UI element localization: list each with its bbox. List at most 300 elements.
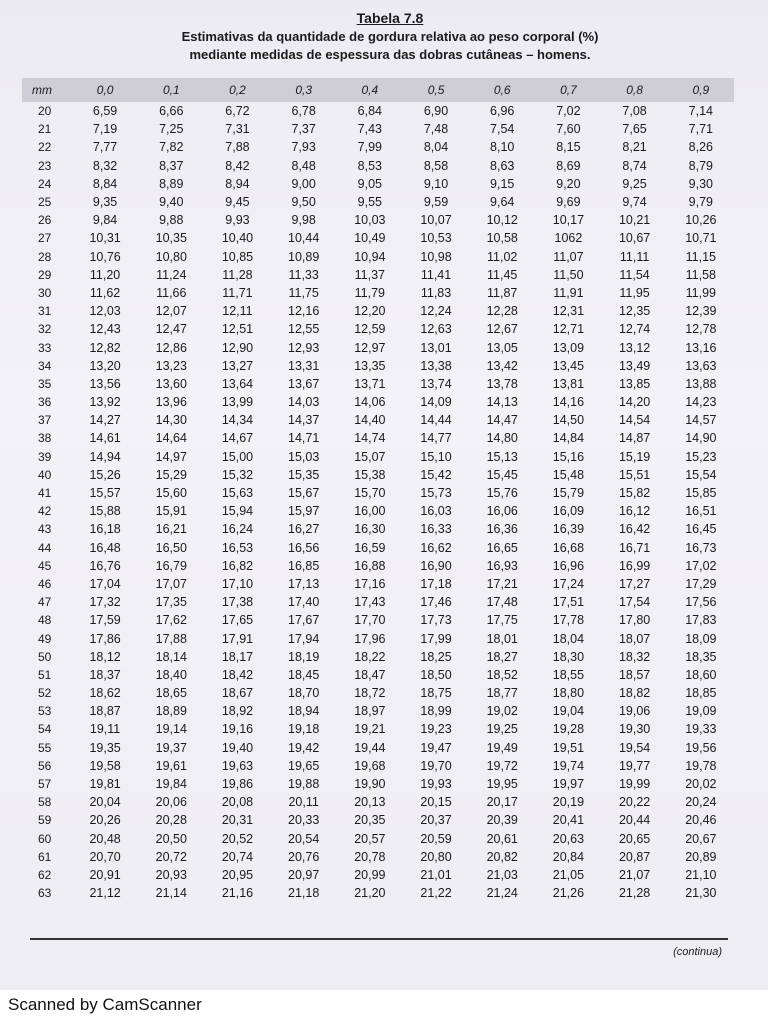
table-cell: 8,79 [688,158,714,173]
table-cell: 12,47 [155,322,187,337]
table-cell: 19,72 [486,758,518,773]
table-cell: 13,01 [420,340,452,355]
table-cell: 8,63 [490,158,515,173]
table-cell: 9,05 [357,176,383,191]
table-cell: 18,87 [89,704,121,719]
table-cell: 10,44 [288,231,320,246]
table-cell: 13,16 [685,340,717,355]
table-cell: 8,10 [490,140,515,155]
table-cell: 15,45 [486,467,518,482]
table-cell: 15,54 [685,467,717,482]
table-row [22,484,734,502]
table-cell: 8,94 [225,176,250,191]
body-fat-table [22,78,734,902]
table-row [22,120,734,138]
row-mm-value: 49 [38,631,52,646]
table-cell: 20,15 [420,795,452,810]
table-cell: 20,33 [288,813,320,828]
table-cell: 19,49 [486,740,518,755]
table-cell: 16,90 [420,558,452,573]
table-cell: 14,23 [685,395,717,410]
table-cell: 11,45 [487,267,518,282]
table-cell: 10,80 [155,249,187,264]
table-cell: 16,59 [354,540,386,555]
table-cell: 9,55 [357,195,383,210]
table-cell: 7,02 [556,104,581,119]
table-cell: 10,76 [89,249,121,264]
table-cell: 11,75 [288,285,319,300]
table-cell: 17,38 [221,595,254,610]
table-cell: 12,97 [354,340,386,355]
row-mm-value: 29 [38,267,52,282]
table-cell: 13,88 [685,376,717,391]
table-cell: 12,20 [354,304,386,319]
table-cell: 11,20 [89,267,121,282]
table-cell: 6,72 [225,104,250,119]
table-cell: 7,19 [92,122,118,137]
table-cell: 15,85 [685,486,717,501]
table-cell: 15,03 [288,449,320,464]
row-mm-value: 20 [38,104,52,119]
table-cell: 9,30 [688,176,714,191]
table-cell: 20,74 [221,849,254,864]
table-cell: 18,40 [155,667,187,682]
table-cell: 18,50 [420,667,452,682]
row-mm-value: 57 [38,777,52,792]
table-cell: 20,67 [685,831,717,846]
table-cell: 7,77 [92,140,118,155]
table-cell: 15,29 [155,467,187,482]
table-cell: 17,86 [89,631,121,646]
table-cell: 12,78 [685,322,717,337]
table-cell: 16,39 [552,522,585,537]
table-cell: 20,87 [618,849,651,864]
row-mm-value: 41 [38,486,52,501]
table-cell: 17,43 [354,595,386,610]
table-cell: 11,54 [619,267,650,282]
table-row [22,375,734,393]
table-cell: 7,48 [423,122,449,137]
table-cell: 20,97 [288,867,320,882]
table-cell: 15,10 [420,449,452,464]
table-cell: 19,56 [685,740,717,755]
table-cell: 7,14 [688,104,714,119]
table-cell: 6,90 [423,104,449,119]
table-cell: 6,59 [92,104,118,119]
table-cell: 20,93 [155,867,187,882]
body-fat-table-wrapper [22,78,734,902]
table-row [22,175,734,193]
table-cell: 19,11 [89,722,121,737]
table-cell: 15,32 [221,467,254,482]
table-cell: 13,27 [221,358,254,373]
table-cell: 16,68 [552,540,585,555]
table-cell: 12,24 [420,304,452,319]
table-cell: 14,03 [288,395,320,410]
scanner-footer [0,990,768,1024]
table-cell: 13,92 [89,395,121,410]
table-cell: 11,58 [685,267,717,282]
table-cell: 15,35 [288,467,320,482]
table-cell: 16,12 [618,504,651,519]
table-cell: 18,14 [155,649,187,664]
table-cell: 14,47 [486,413,518,428]
table-cell: 20,70 [89,849,121,864]
table-cell: 14,44 [420,413,452,428]
table-cell: 8,15 [556,140,581,155]
table-cell: 13,23 [155,358,187,373]
table-cell: 18,17 [221,649,254,664]
table-cell: 11,02 [487,249,518,264]
table-cell: 15,82 [618,486,651,501]
table-cell: 19,21 [354,722,386,737]
table-cell: 17,91 [221,631,254,646]
table-cell: 11,11 [619,249,650,264]
row-mm-value: 32 [38,322,52,337]
column-header: 0,5 [427,83,445,97]
continuation-note: (continua) [673,946,722,958]
table-cell: 13,38 [420,358,452,373]
table-cell: 19,54 [618,740,651,755]
table-cell: 20,19 [552,795,585,810]
table-cell: 19,90 [354,777,386,792]
table-cell: 16,53 [221,540,254,555]
table-cell: 18,47 [354,667,386,682]
row-mm-value: 58 [38,795,52,810]
table-body [22,102,734,902]
table-cell: 17,10 [221,576,254,591]
table-cell: 10,85 [221,249,254,264]
table-cell: 20,13 [354,795,386,810]
table-cell: 19,25 [486,722,518,737]
table-cell: 18,25 [420,649,452,664]
table-cell: 18,60 [685,667,717,682]
table-cell: 12,03 [89,304,121,319]
table-row [22,848,734,866]
table-cell: 20,80 [420,849,452,864]
table-cell: 15,91 [155,504,187,519]
table-cell: 15,60 [155,486,187,501]
table-cell: 19,47 [420,740,452,755]
table-cell: 17,46 [420,595,452,610]
table-cell: 13,81 [552,376,585,391]
table-cell: 10,98 [420,249,452,264]
table-cell: 19,58 [89,758,121,773]
table-cell: 20,89 [685,849,717,864]
table-cell: 16,30 [354,522,386,537]
table-cell: 18,92 [221,704,254,719]
table-cell: 15,38 [354,467,386,482]
table-cell: 14,71 [288,431,320,446]
table-row [22,593,734,611]
row-mm-value: 55 [38,740,52,755]
table-cell: 9,88 [159,213,184,228]
table-cell: 14,67 [221,431,254,446]
table-cell: 8,21 [622,140,647,155]
table-cell: 21,01 [420,867,452,882]
table-cell: 16,09 [552,504,585,519]
title-block [120,10,660,64]
table-cell: 15,67 [288,486,320,501]
table-cell: 20,35 [354,813,386,828]
table-cell: 1062 [554,231,583,246]
table-cell: 10,26 [685,213,717,228]
table-cell: 16,96 [552,558,585,573]
table-row [22,466,734,484]
row-mm-value: 50 [38,649,52,664]
table-cell: 17,27 [618,576,651,591]
table-cell: 14,40 [354,413,386,428]
table-cell: 6,96 [490,104,515,119]
table-cell: 20,57 [354,831,386,846]
table-cell: 19,30 [618,722,651,737]
table-cell: 20,61 [486,831,518,846]
table-cell: 18,19 [288,649,320,664]
table-cell: 14,94 [89,449,121,464]
table-cell: 11,95 [619,285,650,300]
table-cell: 18,70 [288,686,320,701]
table-cell: 19,51 [552,740,585,755]
table-cell: 18,72 [354,686,386,701]
table-row [22,739,734,757]
table-cell: 7,99 [357,140,383,155]
table-cell: 21,28 [618,886,651,901]
table-cell: 13,63 [685,358,717,373]
table-cell: 20,84 [552,849,585,864]
table-cell: 21,22 [420,886,452,901]
table-cell: 19,97 [552,777,585,792]
table-title: Tabela 7.8 [356,10,424,26]
table-cell: 21,10 [685,867,717,882]
table-row [22,338,734,356]
table-cell: 16,56 [288,540,320,555]
row-mm-value: 47 [38,595,52,610]
table-cell: 13,96 [155,395,187,410]
table-row [22,775,734,793]
table-cell: 10,71 [685,231,717,246]
row-mm-value: 30 [38,285,52,300]
row-mm-value: 33 [38,340,52,355]
table-cell: 8,53 [357,158,383,173]
table-cell: 20,31 [221,813,254,828]
table-cell: 13,99 [221,395,254,410]
table-cell: 9,10 [423,176,449,191]
table-cell: 10,89 [288,249,320,264]
table-cell: 10,58 [486,231,518,246]
table-cell: 19,02 [486,704,518,719]
table-row [22,411,734,429]
row-mm-value: 21 [38,122,52,137]
row-mm-value: 35 [38,376,52,391]
table-cell: 17,75 [486,613,518,628]
table-cell: 9,35 [92,195,118,210]
table-cell: 18,94 [288,704,320,719]
table-cell: 16,00 [354,504,386,519]
table-cell: 15,42 [420,467,452,482]
row-mm-value: 52 [38,686,52,701]
row-mm-value: 34 [38,358,52,373]
table-cell: 9,15 [490,176,515,191]
table-cell: 11,87 [487,285,518,300]
table-cell: 13,12 [618,340,651,355]
table-cell: 12,31 [552,304,585,319]
table-cell: 19,42 [288,740,320,755]
table-cell: 8,89 [159,176,184,191]
table-cell: 18,35 [685,649,717,664]
row-mm-value: 25 [38,195,52,210]
table-cell: 14,06 [354,395,386,410]
table-cell: 21,03 [486,867,518,882]
table-cell: 7,82 [159,140,184,155]
table-cell: 20,22 [618,795,651,810]
table-cell: 20,06 [155,795,187,810]
table-cell: 11,62 [89,285,121,300]
table-cell: 21,26 [552,886,585,901]
table-cell: 20,95 [221,867,254,882]
row-mm-value: 59 [38,813,52,828]
table-row [22,629,734,647]
table-cell: 19,35 [89,740,121,755]
table-cell: 7,65 [622,122,647,137]
table-cell: 8,74 [622,158,647,173]
table-cell: 14,16 [552,395,585,410]
table-cell: 12,16 [288,304,320,319]
table-cell: 15,51 [618,467,651,482]
table-cell: 9,59 [423,195,449,210]
table-cell: 12,93 [288,340,320,355]
table-cell: 18,32 [618,649,651,664]
column-header: 0,7 [560,83,577,97]
table-cell: 9,40 [159,195,184,210]
column-header: 0,6 [493,83,511,97]
table-cell: 7,71 [688,122,714,137]
row-mm-value: 24 [38,176,52,191]
table-cell: 20,63 [552,831,585,846]
table-cell: 20,65 [618,831,651,846]
table-cell: 19,65 [288,758,320,773]
table-row [22,702,734,720]
table-cell: 13,49 [618,358,651,373]
table-cell: 17,16 [354,576,386,591]
table-row [22,357,734,375]
table-cell: 19,18 [288,722,320,737]
column-header: 0,3 [295,83,312,97]
table-cell: 13,20 [89,358,121,373]
table-cell: 15,94 [221,504,254,519]
table-cell: 8,69 [556,158,581,173]
row-mm-value: 38 [38,431,52,446]
table-row [22,575,734,593]
table-row [22,666,734,684]
table-cell: 16,71 [618,540,651,555]
table-cell: 21,14 [155,886,187,901]
table-cell: 17,24 [552,576,585,591]
table-cell: 14,87 [618,431,651,446]
table-cell: 14,34 [221,413,254,428]
table-cell: 9,84 [92,213,118,228]
table-cell: 17,18 [420,576,452,591]
table-cell: 12,51 [221,322,254,337]
table-cell: 16,42 [618,522,651,537]
table-cell: 19,37 [155,740,187,755]
table-cell: 18,01 [486,631,518,646]
table-cell: 14,61 [89,431,121,446]
table-cell: 17,51 [552,595,585,610]
table-cell: 11,24 [156,267,187,282]
table-cell: 18,85 [685,686,717,701]
table-cell: 12,11 [222,304,253,319]
table-cell: 12,67 [486,322,518,337]
table-cell: 16,62 [420,540,452,555]
table-row [22,557,734,575]
table-cell: 13,78 [486,376,518,391]
table-cell: 9,98 [291,213,316,228]
table-cell: 19,14 [155,722,187,737]
table-cell: 16,93 [486,558,518,573]
table-cell: 21,07 [618,867,651,882]
table-cell: 16,03 [420,504,452,519]
table-cell: 21,30 [685,886,717,901]
row-mm-value: 54 [38,722,52,737]
table-cell: 20,39 [486,813,518,828]
table-cell: 18,45 [288,667,320,682]
table-cell: 19,78 [685,758,717,773]
table-cell: 17,59 [89,613,121,628]
table-cell: 19,40 [221,740,254,755]
table-cell: 10,17 [552,213,585,228]
row-mm-value: 44 [38,540,52,555]
table-cell: 17,62 [155,613,187,628]
table-cell: 12,90 [221,340,254,355]
table-row [22,502,734,520]
row-mm-value: 36 [38,395,52,410]
table-cell: 8,48 [291,158,316,173]
table-cell: 15,26 [89,467,121,482]
table-cell: 12,71 [552,322,585,337]
table-cell: 19,77 [618,758,651,773]
table-cell: 20,46 [685,813,717,828]
table-cell: 10,07 [420,213,452,228]
table-cell: 16,48 [89,540,121,555]
table-cell: 15,79 [552,486,585,501]
table-cell: 21,12 [89,886,121,901]
table-bottom-rule [30,938,728,940]
table-cell: 14,50 [552,413,585,428]
table-row [22,429,734,447]
table-cell: 15,16 [552,449,585,464]
table-cell: 12,28 [486,304,518,319]
column-header: 0,9 [692,83,710,97]
table-cell: 13,42 [486,358,518,373]
table-cell: 9,69 [556,195,581,210]
table-cell: 20,91 [89,867,121,882]
table-cell: 10,67 [618,231,651,246]
table-row [22,811,734,829]
table-cell: 13,56 [89,376,121,391]
table-cell: 20,08 [221,795,254,810]
table-cell: 19,70 [420,758,452,773]
table-cell: 7,54 [490,122,515,137]
table-cell: 11,28 [222,267,253,282]
table-cell: 9,64 [490,195,515,210]
column-header: 0,1 [162,83,180,97]
table-row [22,648,734,666]
table-cell: 15,00 [221,449,254,464]
table-cell: 7,43 [357,122,383,137]
table-cell: 12,82 [89,340,121,355]
table-cell: 18,77 [486,686,518,701]
table-row [22,229,734,247]
